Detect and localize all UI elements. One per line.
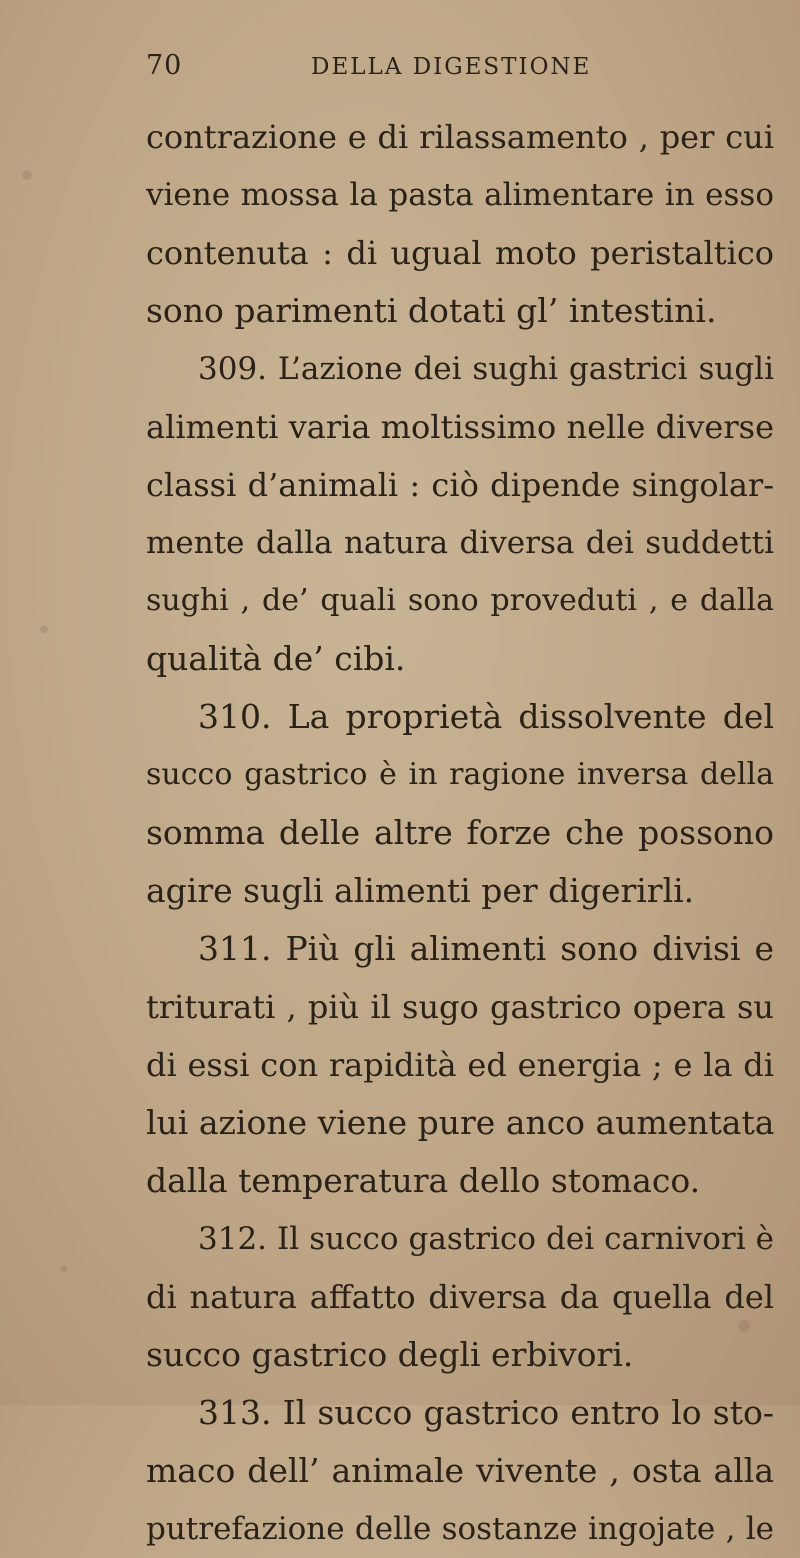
text-line: somma delle altre forze che possono: [146, 813, 774, 852]
paper-stain: [60, 1265, 67, 1272]
text-line: sono parimenti dotati gl’ intestini.: [146, 291, 717, 330]
text-line: triturati , più il sugo gastrico opera su: [146, 988, 774, 1026]
text-line: 313. Il succo gastrico entro lo sto-: [198, 1393, 774, 1432]
text-line: classi d’animali : ciò dipende singolar-: [146, 466, 774, 504]
paper-stain: [22, 170, 32, 180]
text-line: 310. La proprietà dissolvente del: [198, 697, 774, 736]
text-line: mente dalla natura diversa dei suddetti: [146, 525, 774, 561]
text-line: 312. Il succo gastrico dei carnivori è: [198, 1221, 774, 1257]
text-line: contrazione e di rilassamento , per cui: [146, 118, 774, 156]
page-number: 70: [146, 50, 183, 81]
text-line: 311. Più gli alimenti sono divisi e: [198, 929, 774, 968]
text-line: lui azione viene pure anco aumentata: [146, 1103, 774, 1142]
paper-stain: [40, 625, 48, 633]
text-line: viene mossa la pasta alimentare in esso: [146, 177, 774, 213]
text-line: putrefazione delle sostanze ingojate , le: [146, 1511, 774, 1547]
text-line: agire sugli alimenti per digerirli.: [146, 871, 695, 910]
text-line: maco dell’ animale vivente , osta alla: [146, 1451, 774, 1490]
text-line: di natura affatto diversa da quella del: [146, 1278, 774, 1316]
text-line: succo gastrico è in ragione inversa della: [146, 757, 774, 792]
body-text: [146, 108, 774, 1558]
text-line: dalla temperatura dello stomaco.: [146, 1161, 701, 1200]
text-line: contenuta : di ugual moto peristaltico: [146, 234, 774, 272]
running-title: DELLA DIGESTIONE: [311, 54, 592, 80]
text-line: sughi , de’ quali sono proveduti , e dalla: [146, 583, 774, 618]
text-line: di essi con rapidità ed energia ; e la di: [146, 1046, 774, 1084]
text-line: alimenti varia moltissimo nelle diverse: [146, 408, 774, 446]
page-header: [146, 50, 766, 90]
text-line: succo gastrico degli erbivori.: [146, 1335, 634, 1374]
text-line: qualità de’ cibi.: [146, 639, 406, 678]
text-line: 309. L’azione dei sughi gastrici sugli: [198, 351, 774, 387]
